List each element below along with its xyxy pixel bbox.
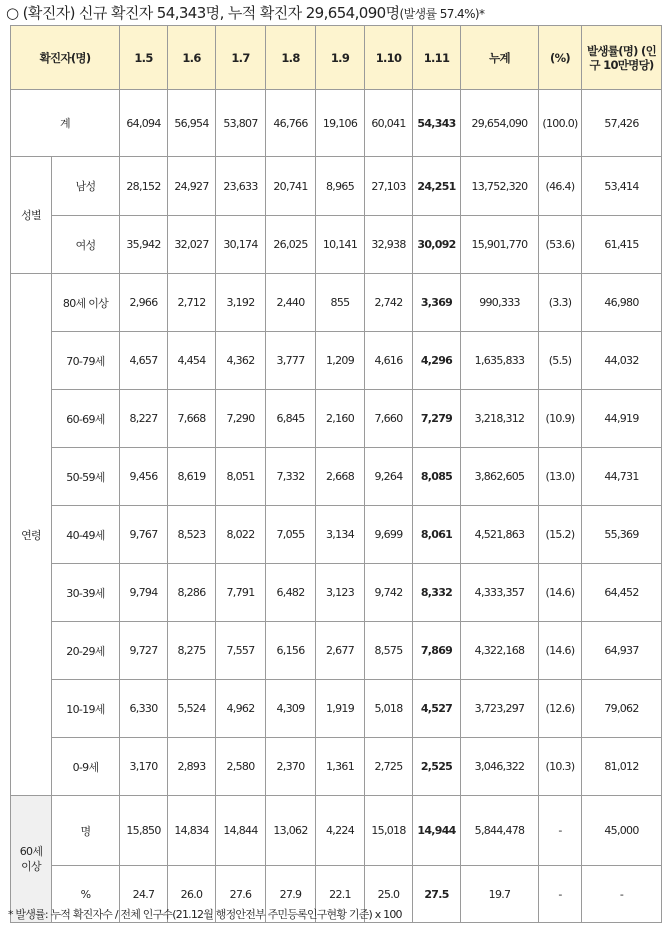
unit-label: % [52,866,120,923]
header-date: 1.10 [365,26,413,90]
total-cell: 990,333 [461,274,539,332]
header-date: 1.6 [168,26,216,90]
value-cell: 14,844 [216,796,266,866]
value-cell: 7,791 [216,564,266,622]
value-cell: 4,657 [120,332,168,390]
header-date: 1.9 [316,26,365,90]
unit-label: 명 [52,796,120,866]
value-cell: 9,727 [120,622,168,680]
value-cell: 6,330 [120,680,168,738]
value-cell: 7,660 [365,390,413,448]
value-cell: 3,192 [216,274,266,332]
value-cell: 9,767 [120,506,168,564]
row-label: 40-49세 [52,506,120,564]
group-label-sex: 성별 [11,157,52,274]
value-cell: 30,092 [413,216,461,274]
pct-cell: (10.3) [539,738,582,796]
value-cell: 56,954 [168,90,216,157]
value-cell: 3,123 [316,564,365,622]
value-cell: 9,699 [365,506,413,564]
value-cell: 13,062 [266,796,316,866]
value-cell: 8,275 [168,622,216,680]
rate-cell: 57,426 [582,90,662,157]
header-date: 1.11 [413,26,461,90]
value-cell: 27.9 [266,866,316,923]
pct-cell: (12.6) [539,680,582,738]
title-main: (확진자) 신규 확진자 54,343명, 누적 확진자 29,654,090명 [22,4,400,22]
value-cell: 2,966 [120,274,168,332]
value-cell: 2,742 [365,274,413,332]
value-cell: 1,209 [316,332,365,390]
table-row [11,738,662,796]
value-cell: 7,332 [266,448,316,506]
table-row [11,332,662,390]
value-cell: 6,482 [266,564,316,622]
value-cell: 10,141 [316,216,365,274]
value-cell: 9,264 [365,448,413,506]
value-cell: 3,170 [120,738,168,796]
group-label-age: 연령 [11,274,52,796]
value-cell: 7,055 [266,506,316,564]
row-label: 0-9세 [52,738,120,796]
pct-cell: (14.6) [539,622,582,680]
row-label: 70-79세 [52,332,120,390]
value-cell: 15,018 [365,796,413,866]
rate-cell: 46,980 [582,274,662,332]
table-row [11,157,662,216]
value-cell: 25.0 [365,866,413,923]
value-cell: 3,369 [413,274,461,332]
header-rate: 발생률(명) (인구 10만명당) [582,26,662,90]
value-cell: 20,741 [266,157,316,216]
table-row [11,274,662,332]
value-cell: 30,174 [216,216,266,274]
table-row [11,448,662,506]
rate-cell: 64,452 [582,564,662,622]
total-cell: 5,844,478 [461,796,539,866]
table-row [11,216,662,274]
pct-cell: (10.9) [539,390,582,448]
page-title [6,2,484,24]
value-cell: 8,332 [413,564,461,622]
row-label: 계 [11,90,120,157]
value-cell: 24.7 [120,866,168,923]
value-cell: 6,845 [266,390,316,448]
value-cell: 2,440 [266,274,316,332]
value-cell: 9,456 [120,448,168,506]
header-date: 1.7 [216,26,266,90]
total-cell: 3,862,605 [461,448,539,506]
table-row [11,506,662,564]
pct-cell: (46.4) [539,157,582,216]
value-cell: 7,668 [168,390,216,448]
rate-cell: 61,415 [582,216,662,274]
rate-cell: 44,731 [582,448,662,506]
value-cell: 2,893 [168,738,216,796]
row-label: 50-59세 [52,448,120,506]
total-cell: 19.7 [461,866,539,923]
value-cell: 26,025 [266,216,316,274]
value-cell: 28,152 [120,157,168,216]
value-cell: 2,668 [316,448,365,506]
group-label-senior: 60세이상 [11,796,52,923]
value-cell: 54,343 [413,90,461,157]
value-cell: 8,227 [120,390,168,448]
rate-cell: 44,032 [582,332,662,390]
value-cell: 7,290 [216,390,266,448]
rate-cell: 64,937 [582,622,662,680]
value-cell: 2,725 [365,738,413,796]
value-cell: 855 [316,274,365,332]
confirmed-cases-table [10,25,662,923]
table-row [11,796,662,866]
value-cell: 8,022 [216,506,266,564]
rate-cell: - [582,866,662,923]
rate-cell: 79,062 [582,680,662,738]
value-cell: 4,962 [216,680,266,738]
value-cell: 7,279 [413,390,461,448]
total-cell: 15,901,770 [461,216,539,274]
row-label: 80세 이상 [52,274,120,332]
header-row [11,26,662,90]
header-date: 1.5 [120,26,168,90]
rate-cell: 45,000 [582,796,662,866]
value-cell: 1,361 [316,738,365,796]
circle-bullet-icon: ○ [6,4,19,22]
header-category: 확진자(명) [11,26,120,90]
value-cell: 27.6 [216,866,266,923]
table-row [11,390,662,448]
value-cell: 9,742 [365,564,413,622]
rate-cell: 81,012 [582,738,662,796]
table-row [11,680,662,738]
value-cell: 46,766 [266,90,316,157]
value-cell: 8,523 [168,506,216,564]
value-cell: 2,712 [168,274,216,332]
row-label: 30-39세 [52,564,120,622]
table-row [11,564,662,622]
total-cell: 3,218,312 [461,390,539,448]
value-cell: 4,309 [266,680,316,738]
pct-cell: (15.2) [539,506,582,564]
row-label: 20-29세 [52,622,120,680]
rate-cell: 44,919 [582,390,662,448]
value-cell: 8,286 [168,564,216,622]
value-cell: 5,018 [365,680,413,738]
value-cell: 7,869 [413,622,461,680]
pct-cell: (3.3) [539,274,582,332]
value-cell: 35,942 [120,216,168,274]
value-cell: 14,944 [413,796,461,866]
total-cell: 4,521,863 [461,506,539,564]
row-label: 60-69세 [52,390,120,448]
pct-cell: (5.5) [539,332,582,390]
value-cell: 27.5 [413,866,461,923]
value-cell: 8,965 [316,157,365,216]
value-cell: 7,557 [216,622,266,680]
value-cell: 4,616 [365,332,413,390]
pct-cell: (13.0) [539,448,582,506]
total-cell: 29,654,090 [461,90,539,157]
rate-cell: 53,414 [582,157,662,216]
value-cell: 2,525 [413,738,461,796]
pct-cell: - [539,866,582,923]
value-cell: 4,454 [168,332,216,390]
table-row [11,90,662,157]
pct-cell: - [539,796,582,866]
value-cell: 9,794 [120,564,168,622]
value-cell: 4,362 [216,332,266,390]
value-cell: 2,370 [266,738,316,796]
total-cell: 3,046,322 [461,738,539,796]
value-cell: 64,094 [120,90,168,157]
rate-cell: 55,369 [582,506,662,564]
table-row [11,622,662,680]
total-cell: 1,635,833 [461,332,539,390]
value-cell: 2,160 [316,390,365,448]
pct-cell: (100.0) [539,90,582,157]
value-cell: 8,061 [413,506,461,564]
total-cell: 13,752,320 [461,157,539,216]
value-cell: 53,807 [216,90,266,157]
value-cell: 1,919 [316,680,365,738]
value-cell: 8,051 [216,448,266,506]
row-label: 여성 [52,216,120,274]
value-cell: 8,085 [413,448,461,506]
value-cell: 15,850 [120,796,168,866]
value-cell: 2,677 [316,622,365,680]
value-cell: 8,619 [168,448,216,506]
pct-cell: (53.6) [539,216,582,274]
total-cell: 3,723,297 [461,680,539,738]
pct-cell: (14.6) [539,564,582,622]
value-cell: 14,834 [168,796,216,866]
value-cell: 4,224 [316,796,365,866]
row-label: 남성 [52,157,120,216]
value-cell: 4,296 [413,332,461,390]
row-label: 10-19세 [52,680,120,738]
header-date: 1.8 [266,26,316,90]
value-cell: 24,927 [168,157,216,216]
value-cell: 3,134 [316,506,365,564]
title-sub: (발생률 57.4%)* [399,7,485,21]
value-cell: 22.1 [316,866,365,923]
value-cell: 27,103 [365,157,413,216]
value-cell: 4,527 [413,680,461,738]
value-cell: 2,580 [216,738,266,796]
value-cell: 5,524 [168,680,216,738]
value-cell: 3,777 [266,332,316,390]
value-cell: 6,156 [266,622,316,680]
value-cell: 19,106 [316,90,365,157]
total-cell: 4,322,168 [461,622,539,680]
header-total: 누계 [461,26,539,90]
value-cell: 60,041 [365,90,413,157]
value-cell: 32,938 [365,216,413,274]
value-cell: 32,027 [168,216,216,274]
value-cell: 23,633 [216,157,266,216]
value-cell: 26.0 [168,866,216,923]
footnote: * 발생률: 누적 확진자수 / 전체 인구수(21.12월 행정안전부 주민등록인구현황 기준) x 100 [8,908,402,921]
value-cell: 8,575 [365,622,413,680]
value-cell: 24,251 [413,157,461,216]
total-cell: 4,333,357 [461,564,539,622]
header-pct: (%) [539,26,582,90]
